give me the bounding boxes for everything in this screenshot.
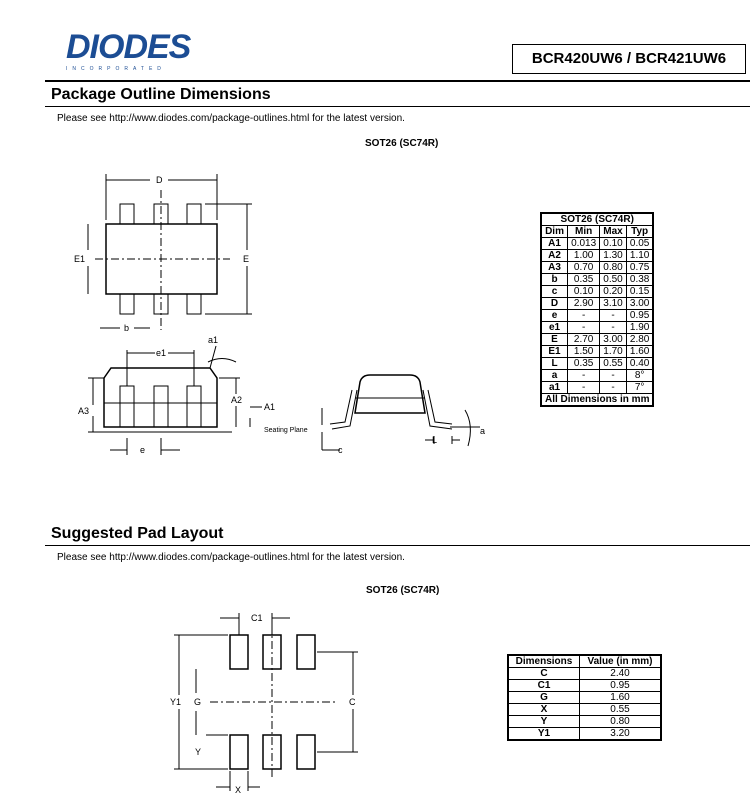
value-cell: 2.70 [568,334,600,346]
outline-note: Please see http://www.diodes.com/package-outlines.html for the latest version. [57,113,405,124]
value-cell: - [600,322,627,334]
dim-cell: X [508,704,580,716]
value-cell: 0.55 [600,358,627,370]
value-cell: 0.35 [568,358,600,370]
value-cell: - [600,310,627,322]
value-cell: 0.10 [600,238,627,250]
value-cell: 7° [626,382,653,394]
pad-label-C: C [349,697,356,707]
label-E1: E1 [74,254,86,264]
outline-dimensions-table [540,212,654,407]
logo-name: DIODES [66,28,191,66]
value-cell: 1.30 [600,250,627,262]
pad-section-title: Suggested Pad Layout [51,525,224,542]
table-row [541,334,653,346]
pad-label-Y1: Y1 [170,697,182,707]
dim-cell: D [541,298,568,310]
value-cell: 2.90 [568,298,600,310]
label-A2: A2 [231,395,243,405]
outline-package-name: SOT26 (SC74R) [365,138,439,149]
value-cell: - [568,370,600,382]
table-row [541,310,653,322]
table-row [541,238,653,250]
pad-title-rule [45,545,750,546]
dim-cell: C [508,668,580,680]
package-outline-drawing [0,150,510,470]
label-D: D [156,175,163,185]
label-L: L [432,435,438,445]
table-row [508,716,661,728]
value-cell: 0.80 [600,262,627,274]
dim-cell: A3 [541,262,568,274]
label-e1: e1 [156,348,167,358]
value-cell: 3.20 [580,728,662,741]
value-cell: 0.15 [626,286,653,298]
value-cell: - [600,370,627,382]
value-cell: 8° [626,370,653,382]
value-cell: 0.70 [568,262,600,274]
pad-note: Please see http://www.diodes.com/package-outlines.html for the latest version. [57,552,405,563]
value-cell: - [568,382,600,394]
value-cell: 0.95 [580,680,662,692]
pad-dimensions-table [507,654,662,741]
value-cell: - [600,382,627,394]
label-seating-plane: Seating Plane [264,427,308,434]
pad-label-C1: C1 [251,613,263,623]
table-header: Typ [626,226,653,238]
outline-title-rule [45,106,750,107]
dim-cell: e [541,310,568,322]
logo-sub: INCORPORATED [66,66,166,72]
table-row [508,692,661,704]
dim-cell: e1 [541,322,568,334]
table-row [541,370,653,382]
dim-cell: C1 [508,680,580,692]
value-cell: 3.00 [626,298,653,310]
table-header: Dimensions [508,655,580,668]
value-cell: 0.55 [580,704,662,716]
value-cell: 3.00 [600,334,627,346]
table-header: Dim [541,226,568,238]
value-cell: 0.50 [600,274,627,286]
table-header: Value (in mm) [580,655,662,668]
value-cell: 2.80 [626,334,653,346]
table-row [541,262,653,274]
outline-dimensions-table-wrap [540,212,654,407]
table-row [508,668,661,680]
value-cell: 3.10 [600,298,627,310]
value-cell: 2.40 [580,668,662,680]
value-cell: 1.70 [600,346,627,358]
dim-cell: c [541,286,568,298]
pad-layout-drawing [160,605,380,795]
label-A3: A3 [78,406,90,416]
pad-label-G: G [194,697,202,707]
part-number-box: BCR420UW6 / BCR421UW6 [512,44,746,74]
value-cell: 0.013 [568,238,600,250]
dim-cell: A2 [541,250,568,262]
label-a: a [480,426,486,436]
table-row [541,322,653,334]
dim-cell: E1 [541,346,568,358]
table-row [541,286,653,298]
value-cell: 0.38 [626,274,653,286]
label-E: E [243,254,250,264]
value-cell: 0.40 [626,358,653,370]
value-cell: 0.10 [568,286,600,298]
dim-cell: b [541,274,568,286]
value-cell: 1.10 [626,250,653,262]
table-row [541,274,653,286]
pad-dimensions-table-wrap [507,654,662,741]
dim-cell: E [541,334,568,346]
value-cell: 1.60 [580,692,662,704]
table-title: SOT26 (SC74R) [541,213,653,226]
label-c: c [338,445,343,455]
pad-label-X: X [235,785,242,795]
dim-cell: a1 [541,382,568,394]
value-cell: 1.60 [626,346,653,358]
value-cell: 0.05 [626,238,653,250]
value-cell: 1.50 [568,346,600,358]
table-row [541,298,653,310]
pad-package-name: SOT26 (SC74R) [366,585,440,596]
dim-cell: Y1 [508,728,580,741]
header-rule [45,80,750,82]
company-logo [66,30,190,72]
value-cell: 0.95 [626,310,653,322]
table-footer: All Dimensions in mm [541,394,653,407]
outline-section-title: Package Outline Dimensions [51,86,271,103]
dim-cell: a [541,370,568,382]
table-row [541,346,653,358]
value-cell: 1.90 [626,322,653,334]
value-cell: 1.00 [568,250,600,262]
value-cell: - [568,322,600,334]
table-row [541,358,653,370]
table-row [541,250,653,262]
value-cell: 0.80 [580,716,662,728]
dim-cell: L [541,358,568,370]
table-row [508,728,661,741]
value-cell: 0.20 [600,286,627,298]
table-header: Min [568,226,600,238]
dim-cell: A1 [541,238,568,250]
value-cell: 0.75 [626,262,653,274]
table-row [508,704,661,716]
label-e: e [140,445,146,455]
table-row [508,680,661,692]
label-a1: a1 [208,335,219,345]
dim-cell: Y [508,716,580,728]
table-header: Max [600,226,627,238]
label-A1: A1 [264,402,276,412]
value-cell: 0.35 [568,274,600,286]
value-cell: - [568,310,600,322]
label-b: b [124,323,130,333]
pad-label-Y: Y [195,747,202,757]
dim-cell: G [508,692,580,704]
table-row [541,382,653,394]
